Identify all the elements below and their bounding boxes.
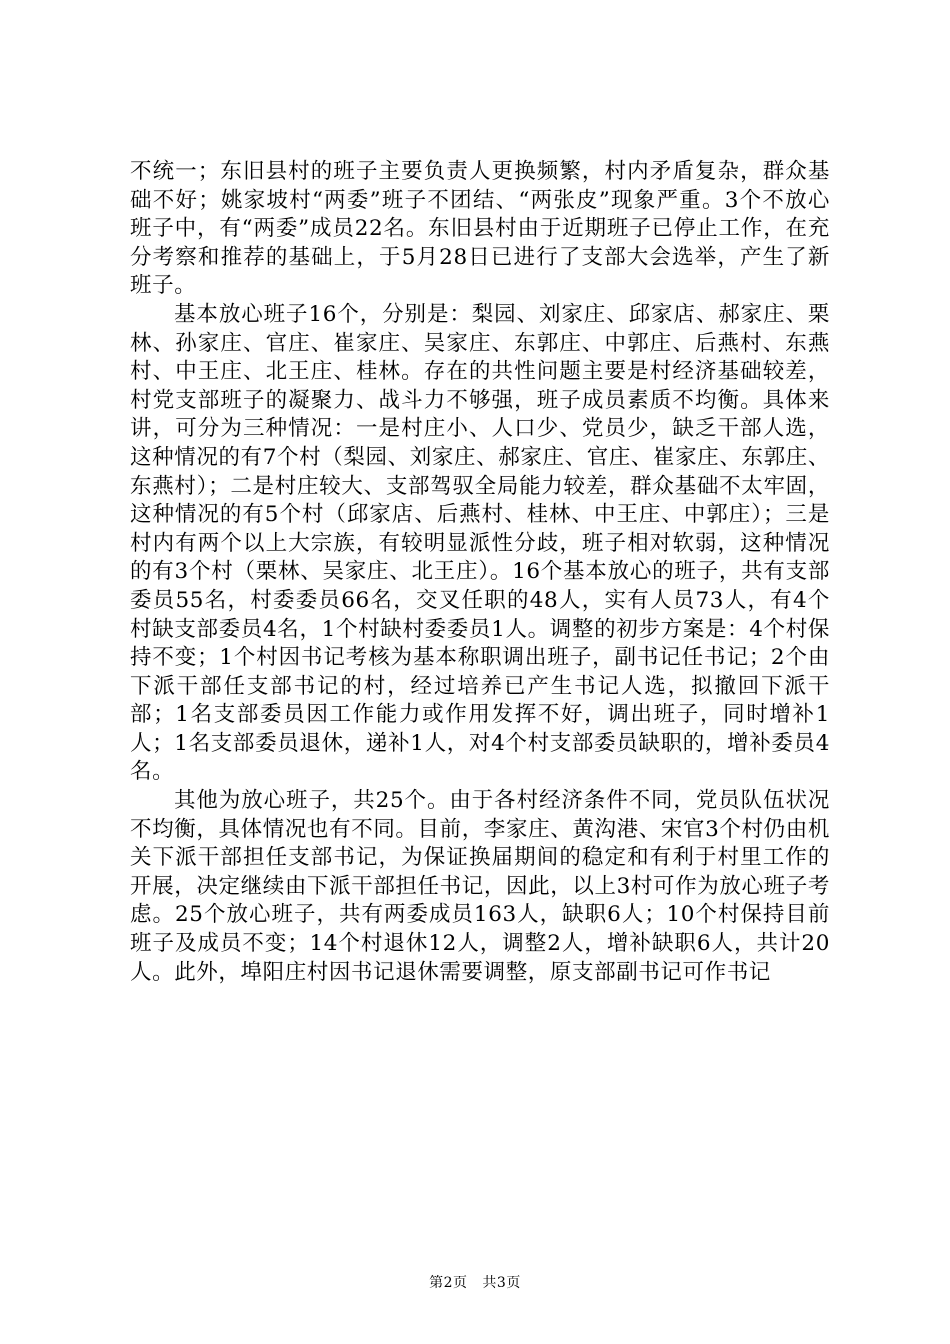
page-number-total: 共3页: [482, 1275, 521, 1291]
paragraph-2: 基本放心班子16个，分别是：梨园、刘家庄、邱家店、郝家庄、栗林、孙家庄、官庄、崔家庄、吴家庄、东郭庄、中郭庄、后燕村、东燕村、中王庄、北王庄、桂林。存在的共性问题主要是村经济基础较差，村党支部班子的凝聚力、战斗力不够强，班子成员素质不均衡。具体来讲，可分为三种情况：一是村庄小、人口少、党员少，缺乏干部人选，这种情况的有7个村（梨园、刘家庄、郝家庄、官庄、崔家庄、东郭庄、东燕村）；二是村庄较大、支部驾驭全局能力较差，群众基础不太牢固，这种情况的有5个村（邱家店、后燕村、桂林、中王庄、中郭庄）；三是村内有两个以上大宗族，有较明显派性分歧，班子相对软弱，这种情况的有3个村（栗林、吴家庄、北王庄）。16个基本放心的班子，共有支部委员55名，村委委员66名，交叉任职的48人，实有人员73人，有4个村缺支部委员4名，1个村缺村委委员1人。调整的初步方案是：4个村保持不变；1个村因书记考核为基本称职调出班子，副书记任书记；2个由下派干部任支部书记的村，经过培养已产生书记人选，拟撤回下派干部；1名支部委员因工作能力或作用发挥不好，调出班子，同时增补1人；1名支部委员退休，递补1人，对4个村支部委员缺职的，增补委员4名。: [130, 301, 830, 785]
page-footer: [0, 1272, 950, 1292]
footer-spacer: [473, 1275, 478, 1291]
paragraph-3: 其他为放心班子，共25个。由于各村经济条件不同，党员队伍状况不均衡，具体情况也有不同。目前，李家庄、黄沟港、宋官3个村仍由机关下派干部担任支部书记，为保证换届期间的稳定和有利于村里工作的开展，决定继续由下派干部担任书记，因此，以上3村可作为放心班子考虑。25个放心班子，共有两委成员163人，缺职6人；10个村保持目前班子及成员不变；14个村退休12人，调整2人，增补缺职6人，共计20人。此外，埠阳庄村因书记退休需要调整，原支部副书记可作书记: [130, 788, 830, 985]
document-body: [130, 158, 830, 987]
page-number-current: 第2页: [429, 1275, 468, 1291]
paragraph-1: 不统一；东旧县村的班子主要负责人更换频繁，村内矛盾复杂，群众基础不好；姚家坡村“两委”班子不团结、“两张皮”现象严重。3个不放心班子中，有“两委”成员22名。东旧县村由于近期班子已停止工作，在充分考察和推荐的基础上，于5月28日已进行了支部大会选举，产生了新班子。: [130, 159, 830, 299]
